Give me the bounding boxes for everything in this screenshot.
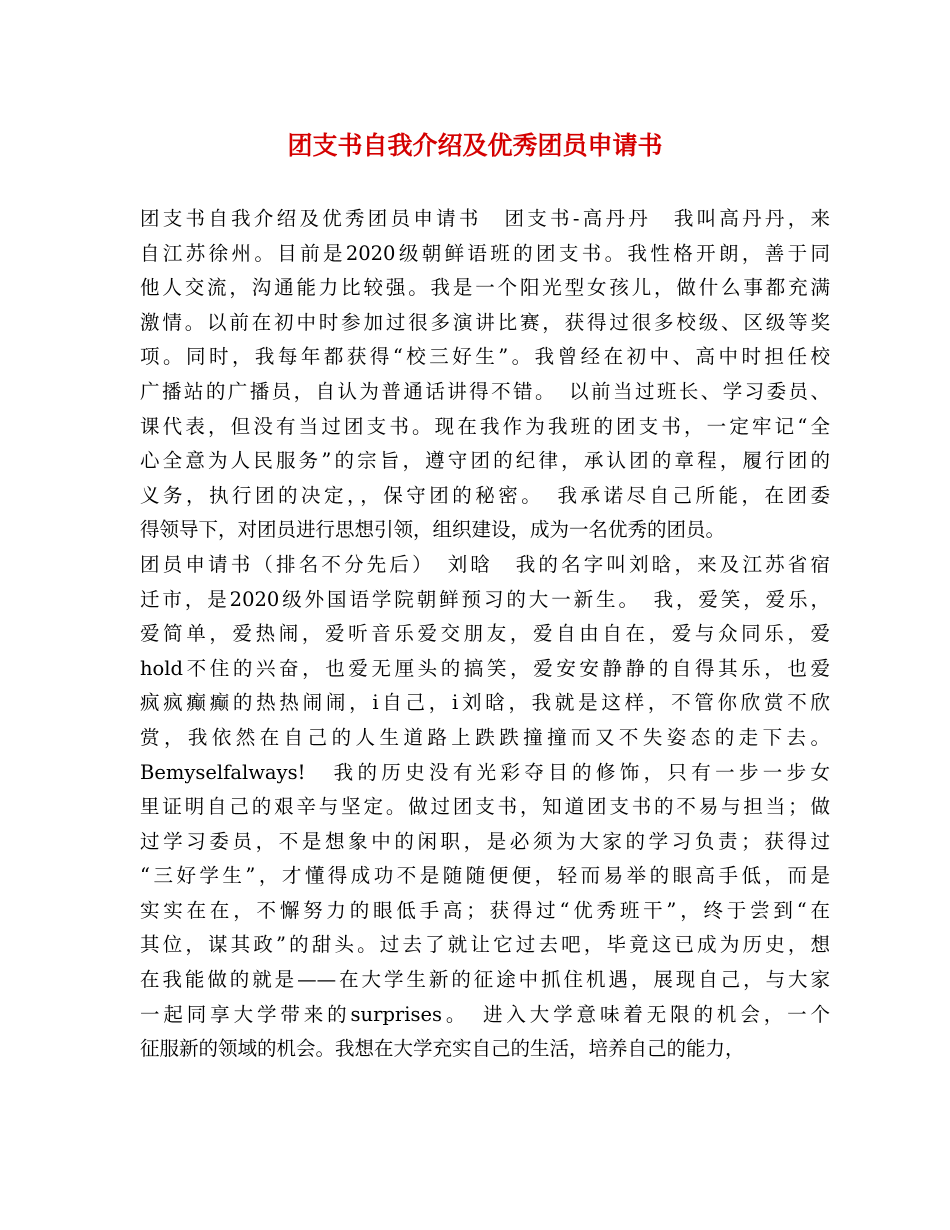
body-line: 一起同享大学带来的surprises。 进入大学意味着无限的机会，一个 <box>140 1002 830 1026</box>
body-line: 里证明自己的艰辛与坚定。做过团支书，知道团支书的不易与担当；做 <box>140 795 830 819</box>
body-line: 征服新的领域的机会。我想在大学充实自己的生活，培养自己的能力， <box>140 1037 745 1061</box>
body-line: 课代表，但没有当过团支书。现在我作为我班的团支书，一定牢记“全 <box>140 414 830 438</box>
body-line: 团员申请书（排名不分先后） 刘晗 我的名字叫刘晗，来及江苏省宿 <box>140 552 830 576</box>
body-line: Bemyselfalways! 我的历史没有光彩夺目的修饰，只有一步一步女 <box>140 760 830 784</box>
body-line: 疯疯癫癫的热热闹闹，i自己，i刘晗，我就是这样，不管你欣赏不欣 <box>140 691 830 715</box>
body-line: 迁市，是2020级外国语学院朝鲜预习的大一新生。 我，爱笑，爱乐， <box>140 587 830 611</box>
document-title: 团支书自我介绍及优秀团员申请书 <box>287 131 663 160</box>
body-line: 其位，谋其政”的甜头。过去了就让它过去吧，毕竟这已成为历史，想 <box>140 933 830 957</box>
body-line: 过学习委员，不是想象中的闲职，是必须为大家的学习负责；获得过 <box>140 829 830 853</box>
body-line: 他人交流，沟通能力比较强。我是一个阳光型女孩儿，做什么事都充满 <box>140 276 830 300</box>
body-line: “三好学生”，才懂得成功不是随随便便，轻而易举的眼高手低，而是 <box>140 864 830 888</box>
body-line: 广播站的广播员，自认为普通话讲得不错。 以前当过班长、学习委员、 <box>140 379 830 403</box>
body-line: 心全意为人民服务”的宗旨，遵守团的纪律，承认团的章程，履行团的 <box>140 449 830 473</box>
body-line: 激情。以前在初中时参加过很多演讲比赛，获得过很多校级、区级等奖 <box>140 310 830 334</box>
body-line: 项。同时，我每年都获得“校三好生”。我曾经在初中、高中时担任校 <box>140 345 830 369</box>
body-line: 得领导下，对团员进行思想引领，组织建设，成为一名优秀的团员。 <box>140 518 726 542</box>
body-line: 团支书自我介绍及优秀团员申请书 团支书-高丹丹 我叫高丹丹，来 <box>140 207 830 230</box>
body-line: 自江苏徐州。目前是2020级朝鲜语班的团支书。我性格开朗，善于同 <box>140 241 830 265</box>
body-line: 在我能做的就是——在大学生新的征途中抓住机遇，展现自己，与大家 <box>140 968 830 992</box>
body-line: 义务，执行团的决定，，保守团的秘密。 我承诺尽自己所能，在团委 <box>140 483 830 507</box>
body-line: 赏，我依然在自己的人生道路上跌跌撞撞而又不失姿态的走下去。 <box>140 725 830 749</box>
body-line: hold不住的兴奋，也爱无厘头的搞笑，爱安安静静的自得其乐，也爱 <box>140 656 830 680</box>
document-body <box>140 202 830 1067</box>
body-line: 爱简单，爱热闹，爱听音乐爱交朋友，爱自由自在，爱与众同乐，爱 <box>140 622 830 646</box>
body-line: 实实在在，不懈努力的眼低手高；获得过“优秀班干”，终于尝到“在 <box>140 898 830 922</box>
